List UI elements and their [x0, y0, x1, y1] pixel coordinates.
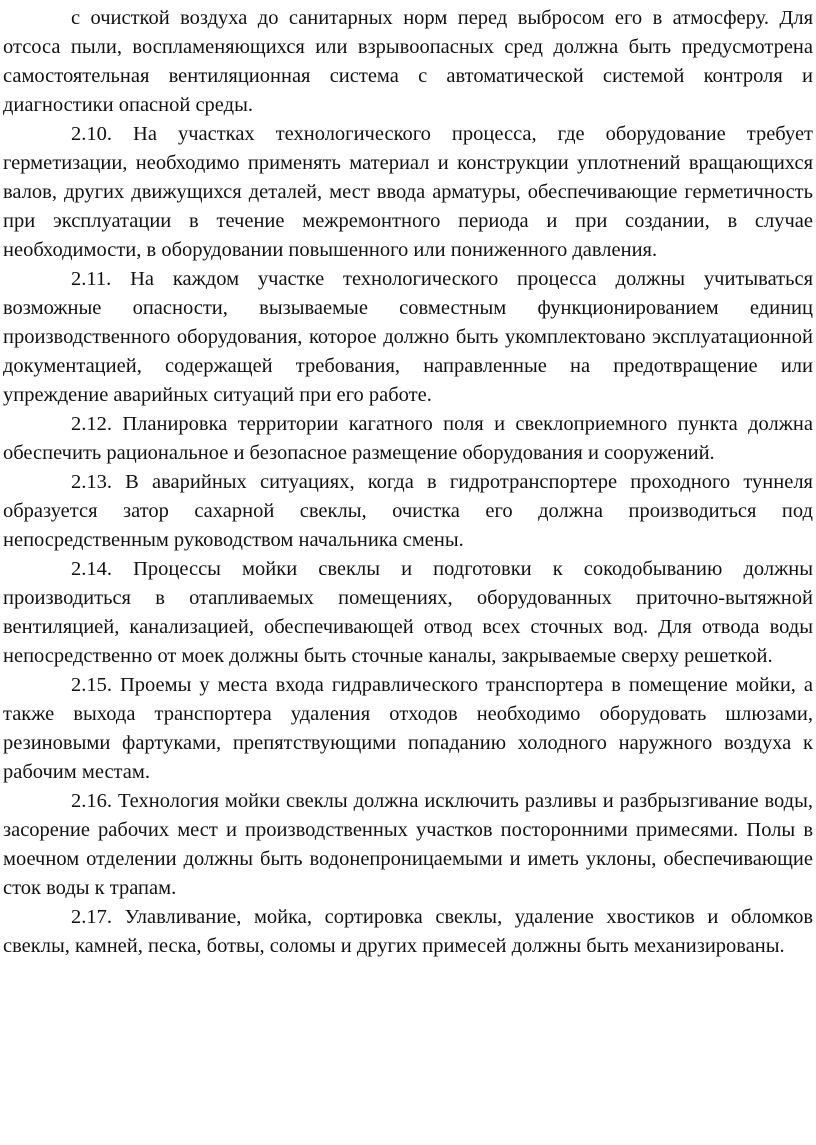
paragraph-text: Проемы у места входа гидравлического транспортера в помещение мойки, а также выхода транспортера удаления отходов необходимо оборудовать шлюзами, резиновыми фартуками, препятствующими попаданию холодного наружного воздуха к рабочим местам. — [3, 674, 813, 783]
paragraph-number: 2.15. — [71, 674, 112, 696]
paragraph-2-16 — [3, 787, 813, 903]
paragraph-text: На каждом участке технологического процесса должны учитываться возможные опасности, вызываемые совместным функционированием единиц производственного оборудования, которое должно быть укомплектовано эксплуатационной документацией, содержащей требования, направленные на предотвращение или упреждение аварийных ситуаций при его работе. — [3, 268, 813, 406]
paragraph-2-17 — [3, 903, 813, 961]
paragraph-2-11 — [3, 265, 813, 410]
paragraph-text: Процессы мойки свеклы и подготовки к сокодобыванию должны производиться в отапливаемых помещениях, оборудованных приточно-вытяжной вентиляцией, канализацией, обеспечивающей отвод всех сточных вод. Для отвода воды непосредственно от моек должны быть сточные каналы, закрываемые сверху решеткой. — [3, 558, 813, 667]
paragraph-number: 2.14. — [71, 558, 112, 580]
paragraph-text: Планировка территории кагатного поля и свеклоприемного пункта должна обеспечить рациональное и безопасное размещение оборудования и сооружений. — [3, 413, 814, 464]
paragraph-number: 2.17. — [71, 906, 112, 928]
paragraph-text: с очисткой воздуха до санитарных норм перед выбросом его в атмосферу. Для отсоса пыли, воспламеняющихся или взрывоопасных сред должна быть предусмотрена самостоятельная вентиляционная система с автоматической системой контроля и диагностики опасной среды. — [3, 7, 813, 116]
paragraph-text: Улавливание, мойка, сортировка свеклы, удаление хвостиков и обломков свеклы, камней, песка, ботвы, соломы и других примесей должны быть механизированы. — [3, 906, 813, 957]
paragraph-2-14 — [3, 555, 813, 671]
paragraph-2-10 — [3, 120, 813, 265]
paragraph-number: 2.11. — [71, 268, 112, 290]
paragraph-number: 2.13. — [71, 471, 112, 493]
paragraph-continued — [3, 4, 813, 120]
paragraph-2-13 — [3, 468, 813, 555]
paragraph-text: В аварийных ситуациях, когда в гидротранспортере проходного туннеля образуется затор сахарной свеклы, очистка его должна производиться под непосредственным руководством начальника смены. — [3, 471, 813, 551]
paragraph-2-12 — [3, 410, 813, 468]
paragraph-number: 2.16. — [71, 790, 112, 812]
paragraph-number: 2.10. — [71, 123, 112, 145]
paragraph-number: 2.12. — [71, 413, 112, 435]
paragraph-text: Технология мойки свеклы должна исключить разливы и разбрызгивание воды, засорение рабочих мест и производственных участков посторонними примесями. Полы в моечном отделении должны быть водонепроницаемыми и иметь уклоны, обеспечивающие сток воды к трапам. — [3, 790, 814, 899]
paragraph-2-15 — [3, 671, 813, 787]
paragraph-text: На участках технологического процесса, где оборудование требует герметизации, необходимо применять материал и конструкции уплотнений вращающихся валов, других движущихся деталей, мест ввода арматуры, обеспечивающие герметичность при эксплуатации в течение межремонтного периода и при создании, в случае необходимости, в оборудовании повышенного или пониженного давления. — [3, 123, 813, 261]
